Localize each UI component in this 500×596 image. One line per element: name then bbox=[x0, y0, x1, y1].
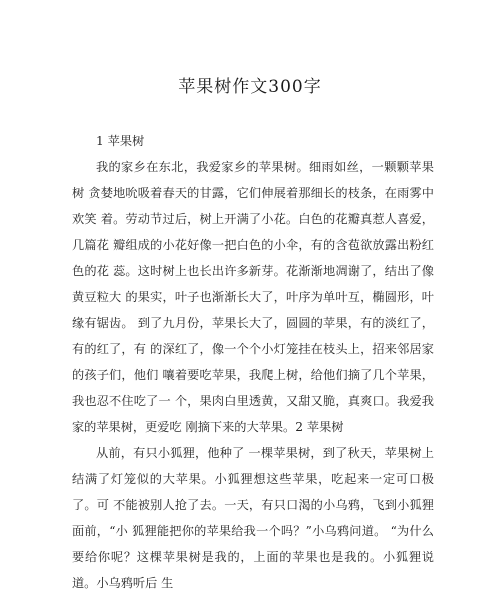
document-title: 苹果树作文300字 bbox=[178, 77, 322, 97]
section-heading: 1 苹果树 bbox=[96, 134, 145, 148]
paragraph-2: 从前，有只小狐狸，他种了 一棵苹果树，到了秋天，苹果树上结满了灯笼似的大苹果。小狐狸想这些苹果，吃起来一定可口极了。可 不能被别人抢了去。一天，有只口渴的小乌鸦，飞到小狐狸面前，“小 狐狸能把你的苹果给我一个吗？”小乌鸦问道。 “为什么要给你呢？这棵苹果树是我的，上面的苹果也是我的。小狐狸说道。小乌鸦听后 生 bbox=[72, 446, 434, 590]
document-body bbox=[72, 128, 434, 596]
paragraph-1: 我的家乡在东北，我爱家乡的苹果树。细雨如丝，一颗颗苹果树 贪婪地吮吸着春天的甘露，它们伸展着那细长的枝条，在雨雾中欢笑 着。劳动节过后，树上开满了小花。白色的花瓣真惹人喜爱，几篇花 瓣组成的小花好像一把白色的小伞，有的含苞欲放露出粉红色的花 蕊。这时树上也长出许多新芽。花渐渐地凋谢了，结出了像黄豆粒大 的果实，叶子也渐渐长大了，叶序为单叶互，椭圆形，叶缘有锯齿。 到了九月份，苹果长大了，圆圆的苹果，有的淡红了，有的红了，有 的深红了，像一个个小灯笼挂在枝头上，招来邻居家的孩子们，他们 嚷着要吃苹果，我爬上树，给他们摘了几个苹果，我也忍不住吃了一 个，果肉白里透黄，又甜又脆，真爽口。我爱我家的苹果树，更爱吃 刚摘下来的大苹果。2 苹果树 bbox=[72, 160, 434, 434]
